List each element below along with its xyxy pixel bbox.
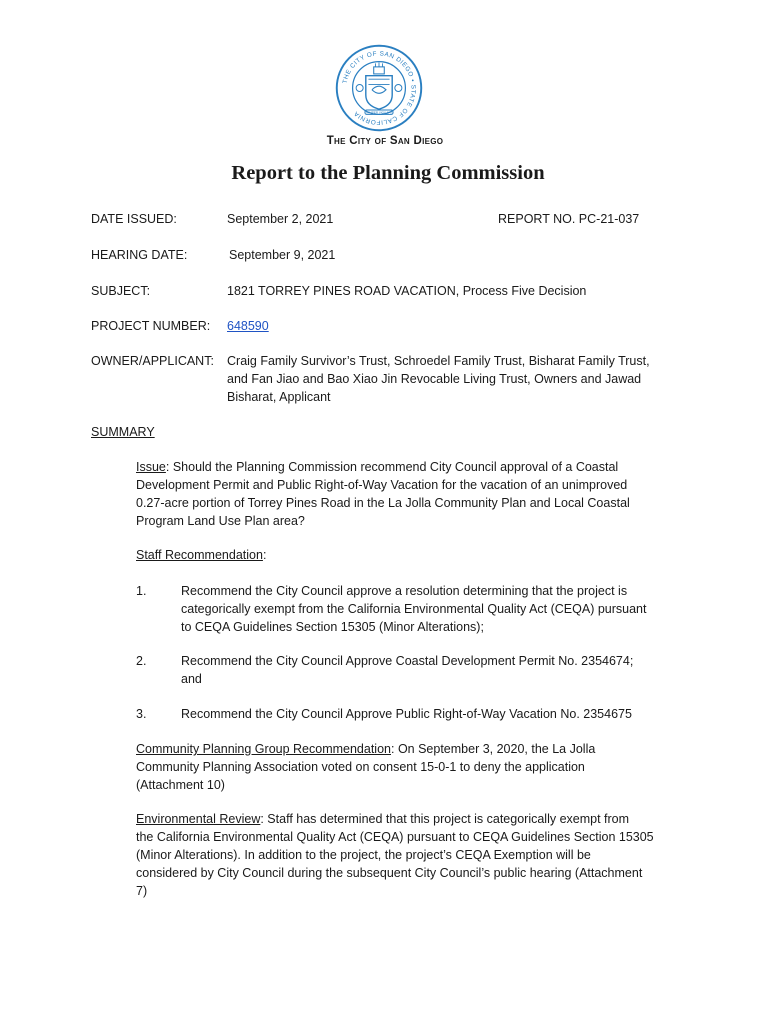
environmental-review-paragraph: Environmental Review: Staff has determined that this project is categorically exempt from the California Environmental Quality Act (CEQA) pursuant to CEQA Guidelines Section 15305 (Minor Alterations). In addition to the project, the project’s CEQA Exemption will be considered by City Council during the subsequent City Council’s public hearing (Attachment 7) — [136, 812, 654, 898]
project-number-label: PROJECT NUMBER: — [91, 319, 211, 333]
staff-recommendation-heading: Staff Recommendation: — [136, 548, 267, 562]
summary-heading: SUMMARY — [91, 425, 155, 439]
report-number: REPORT NO. PC-21-037 — [498, 212, 640, 226]
owner-line: Craig Family Survivor’s Trust, Schroedel Family Trust, Bisharat Family Trust, — [227, 354, 650, 368]
community-planning-paragraph: Community Planning Group Recommendation: On September 3, 2020, the La Jolla Community Planning Association voted on consent 15-0-1 to deny the application (Attachment 10) — [136, 742, 596, 792]
report-title: Report to the Planning Commission — [231, 162, 545, 184]
owner-applicant-label: OWNER/APPLICANT: — [91, 354, 214, 368]
recommendation-number: 1. — [136, 584, 147, 598]
hearing-date-value: September 9, 2021 — [229, 248, 336, 262]
city-seal-icon — [335, 44, 423, 132]
recommendation-number: 2. — [136, 654, 147, 668]
owner-line: and Fan Jiao and Bao Xiao Jin Revocable Living Trust, Owners and Jawad — [227, 372, 642, 386]
recommendation-text: Recommend the City Council Approve Public Right-of-Way Vacation No. 2354675 — [181, 707, 632, 721]
city-name: The City of San Diego — [326, 135, 444, 147]
subject-label: SUBJECT: — [91, 284, 151, 298]
community-planning-label: Community Planning Group Recommendation — [136, 742, 391, 756]
recommendation-text: Recommend the City Council approve a resolution determining that the project is categorically exempt from the California Environmental Quality Act (CEQA) pursuant to CEQA Guidelines Section 15305 (Minor Alterations); — [181, 584, 647, 634]
svg-text:THE CITY OF SAN DIEGO • STATE: THE CITY OF SAN DIEGO • STATE OF CALIFORNIA — [341, 50, 417, 126]
issue-paragraph: Issue: Should the Planning Commission recommend City Council approval of a Coastal Development Permit and Public Right-of-Way Vacation for the vacation of an unimproved 0.27-acre portion of Torrey Pines Road in the La Jolla Community Plan and Local Coastal Program Land Use Plan area? — [136, 460, 630, 528]
date-issued-label: DATE ISSUED: — [91, 212, 177, 226]
hearing-date-label: HEARING DATE: — [91, 248, 188, 262]
recommendation-text: Recommend the City Council Approve Coastal Development Permit No. 2354674; and — [181, 654, 634, 686]
owner-applicant-value — [227, 352, 650, 406]
environmental-review-label: Environmental Review — [136, 812, 261, 826]
project-number-link[interactable]: 648590 — [227, 319, 269, 333]
recommendation-number: 3. — [136, 707, 147, 721]
owner-line: Bisharat, Applicant — [227, 390, 331, 404]
issue-label: Issue — [136, 460, 166, 474]
subject-value: 1821 TORREY PINES ROAD VACATION, Process Five Decision — [227, 284, 587, 298]
date-issued-value: September 2, 2021 — [227, 212, 334, 226]
svg-text:SEMPER VIGILANS: SEMPER VIGILANS — [365, 110, 393, 115]
